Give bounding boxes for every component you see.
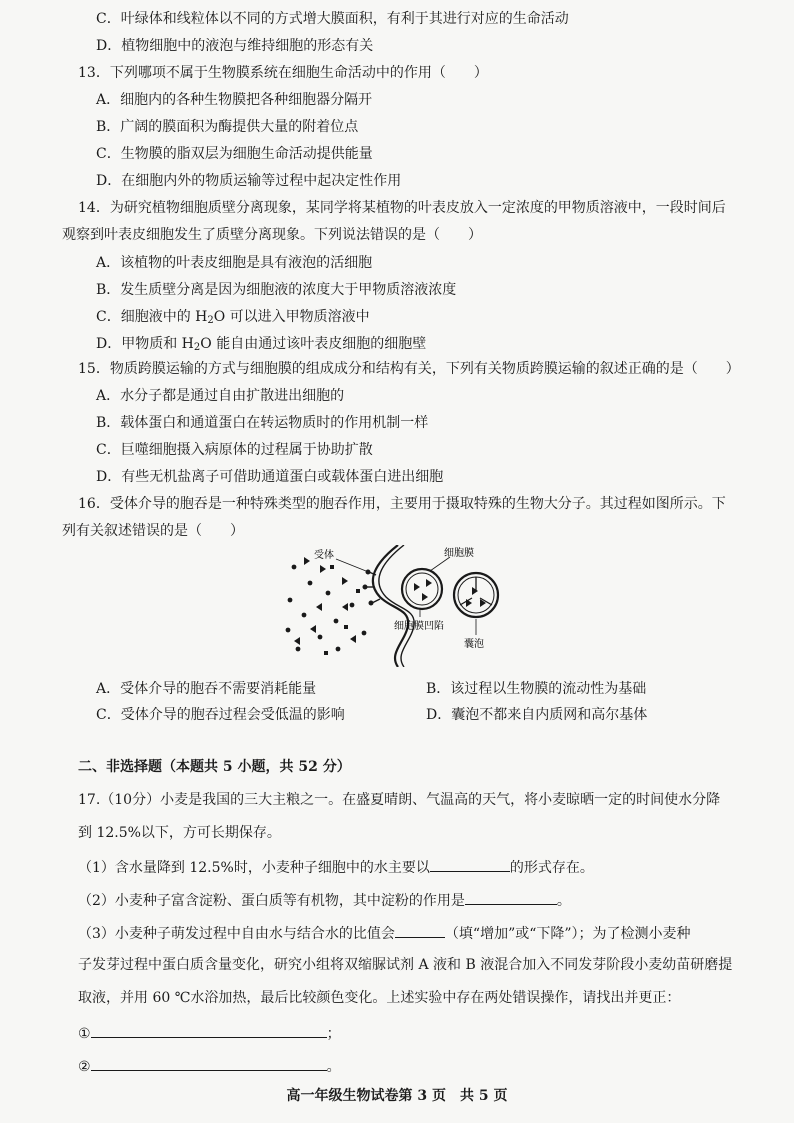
q16-option-d: D．囊泡不都来自内质网和高尔基体 xyxy=(426,707,648,723)
q14-option-b: B．发生质壁分离是因为细胞液的浓度大于甲物质溶液浓度 xyxy=(96,282,457,298)
q14-stem-line1: 14．为研究植物细胞质壁分离现象，某同学将某植物的叶表皮放入一定浓度的甲物质溶液中，一段时间后 xyxy=(78,200,726,216)
q16-stem-line1: 16．受体介导的胞吞是一种特殊类型的胞吞作用，主要用于摄取特殊的生物大分子。其过程如图所示。下 xyxy=(78,496,726,512)
q17-answer-2: ② 。 xyxy=(78,1055,341,1077)
q13-stem: 13．下列哪项不属于生物膜系统在细胞生命活动中的作用（ ） xyxy=(78,65,488,81)
q16-option-b: B．该过程以生物膜的流动性为基础 xyxy=(426,681,647,697)
q12-option-d: D．植物细胞中的液泡与维持细胞的形态有关 xyxy=(96,38,374,54)
q16-option-a: A．受体介导的胞吞不需要消耗能量 xyxy=(96,681,317,697)
answer-blank-2[interactable] xyxy=(465,889,557,905)
label-receptor: 受体 xyxy=(314,550,334,561)
q16-stem-line2: 列有关叙述错误的是（ ） xyxy=(62,523,244,539)
q14-option-d: D．甲物质和 $H_2O$ 能自由通过该叶表皮细胞的细胞壁 xyxy=(96,336,427,353)
answer-line-1[interactable] xyxy=(91,1022,327,1038)
q14-stem-line2: 观察到叶表皮细胞发生了质壁分离现象。下列说法错误的是（ ） xyxy=(62,227,482,243)
q15-stem: 15．物质跨膜运输的方式与细胞膜的组成成分和结构有关，下列有关物质跨膜运输的叙述正确的是（ ） xyxy=(78,361,740,377)
q17-stem-line2: 到 12.5%以下，方可长期保存。 xyxy=(78,825,281,841)
q15-option-c: C．巨噬细胞摄入病原体的过程属于协助扩散 xyxy=(96,442,373,458)
q14-option-c: C．细胞液中的 $H_2O$ 可以进入甲物质溶液中 xyxy=(96,309,370,326)
extracellular-molecules xyxy=(286,557,367,655)
label-cell-membrane: 细胞膜 xyxy=(444,548,474,559)
q15-option-b: B．载体蛋白和通道蛋白在转运物质时的作用机制一样 xyxy=(96,415,429,431)
page-footer: 高一年级生物试卷第 3 页 共 5 页 xyxy=(286,1088,508,1104)
q16-option-c: C．受体介导的胞吞过程会受低温的影响 xyxy=(96,707,345,723)
vesicle-cargo xyxy=(466,587,486,607)
q17-stem-line1: 17.（10分）小麦是我国的三大主粮之一。在盛夏晴朗、气温高的天气，将小麦晾晒一定的时间使水分降 xyxy=(78,792,721,808)
q17-part3-line1: （3）小麦种子萌发过程中自由水与结合水的比值会 （填“增加”或“下降”）；为了检测小麦种 xyxy=(78,922,691,944)
q17-part3-line3: 取液，并用 60 ℃水浴加热，最后比较颜色变化。上述实验中存在两处错误操作，请找出并更正： xyxy=(78,990,681,1006)
q13-option-c: C．生物膜的脂双层为细胞生命活动提供能量 xyxy=(96,146,373,162)
answer-line-2[interactable] xyxy=(91,1055,327,1071)
endocytosis-diagram xyxy=(280,545,520,667)
answer-blank-3[interactable] xyxy=(395,922,445,938)
q17-part3-line2: 子发芽过程中蛋白质含量变化，研究小组将双缩脲试剂 A 液和 B 液混合加入不同发芽阶段小麦幼苗研磨提 xyxy=(78,957,733,973)
q15-option-d: D．有些无机盐离子可借助通道蛋白或载体蛋白进出细胞 xyxy=(96,469,444,485)
receptors xyxy=(363,570,380,605)
q15-option-a: A．水分子都是通过自由扩散进出细胞的 xyxy=(96,388,345,404)
q12-option-c: C．叶绿体和线粒体以不同的方式增大膜面积，有利于其进行对应的生命活动 xyxy=(96,11,569,27)
q14-option-a: A．该植物的叶表皮细胞是具有液泡的活细胞 xyxy=(96,255,373,271)
answer-blank-1[interactable] xyxy=(430,856,510,872)
q17-answer-1: ① ； xyxy=(78,1022,341,1044)
q17-part1: （1）含水量降到 12.5%时，小麦种子细胞中的水主要以 的形式存在。 xyxy=(78,856,594,878)
q13-option-b: B．广阔的膜面积为酶提供大量的附着位点 xyxy=(96,119,359,135)
q13-option-d: D．在细胞内外的物质运输等过程中起决定性作用 xyxy=(96,173,402,189)
section-title: 二、非选择题（本题共 5 小题，共 52 分） xyxy=(78,759,351,775)
q17-part2: （2）小麦种子富含淀粉、蛋白质等有机物，其中淀粉的作用是 。 xyxy=(78,889,571,911)
label-invagination: 细胞膜凹陷 xyxy=(394,621,444,632)
pit-cargo xyxy=(414,579,432,601)
invagination-pit xyxy=(402,569,442,609)
label-vesicle: 囊泡 xyxy=(464,639,484,650)
q13-option-a: A．细胞内的各种生物膜把各种细胞器分隔开 xyxy=(96,92,373,108)
